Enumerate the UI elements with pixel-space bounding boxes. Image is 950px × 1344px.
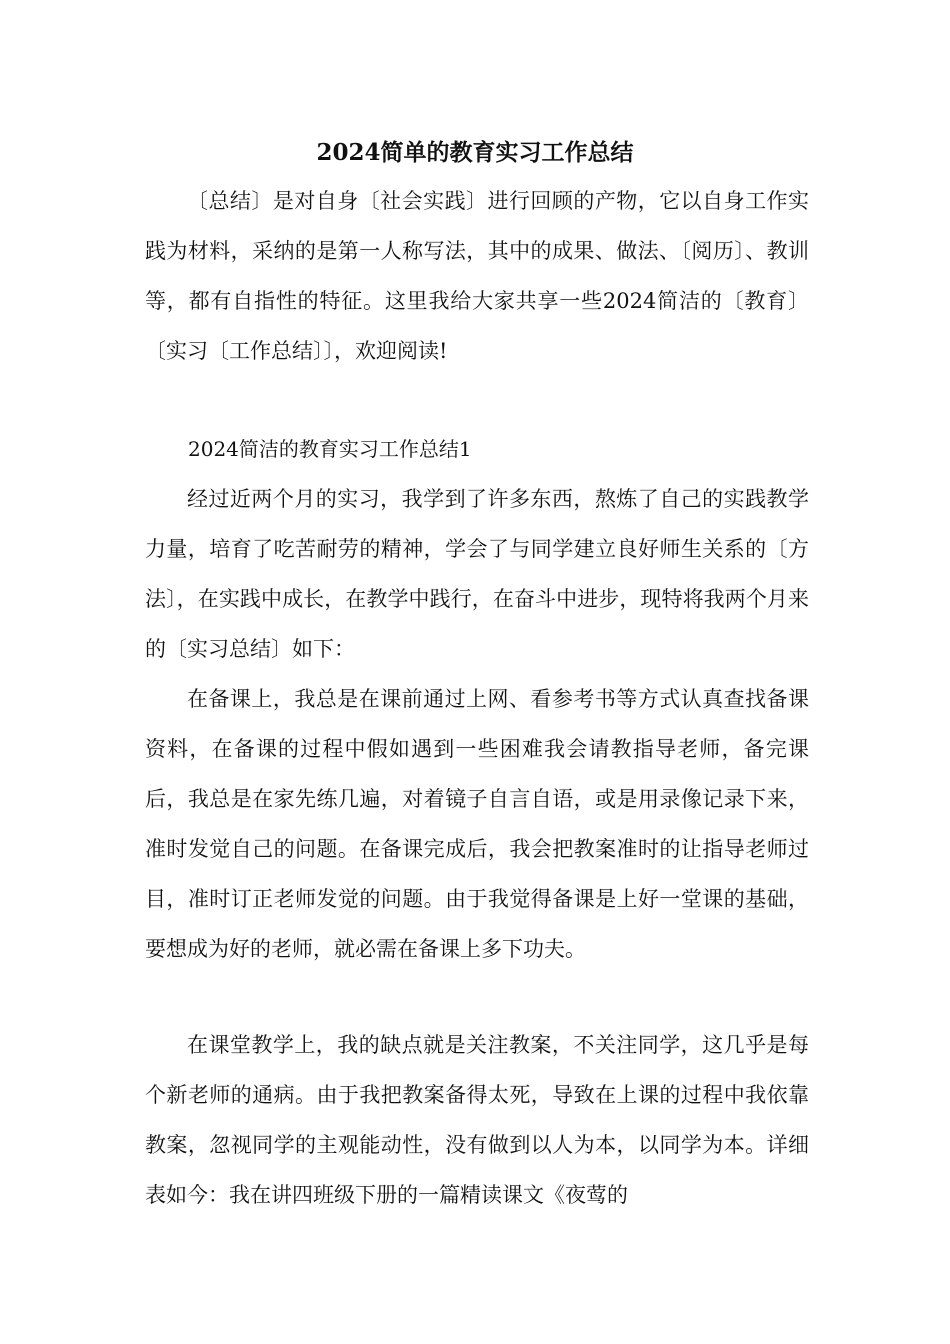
document-title: 2024简单的教育实习工作总结 — [316, 139, 634, 166]
section-heading: 2024简洁的教育实习工作总结1 — [188, 437, 472, 461]
body-paragraph-3: 在课堂教学上，我的缺点就是关注教案，不关注同学，这几乎是每个新老师的通病。由于我把教案备得太死，导致在上课的过程中我依靠教案，忽视同学的主观能动性，没有做到以人为本，以同学为本。详细表如今：我在讲四班级下册的一篇精读课文《夜莺的 — [145, 1033, 809, 1207]
intro-paragraph: 〔总结〕是对自身〔社会实践〕进行回顾的产物，它以自身工作实践为材料，采纳的是第一人称写法，其中的成果、做法、〔阅历〕、教训等，都有自指性的特征。这里我给大家共享一些2024简洁的〔教育〕〔实习〔工作总结〕〕，欢迎阅读! — [145, 189, 809, 363]
body-paragraph-2: 在备课上，我总是在课前通过上网、看参考书等方式认真查找备课资料，在备课的过程中假如遇到一些困难我会请教指导老师，备完课后，我总是在家先练几遍，对着镜子自言自语，或是用录像记录下来，准时发觉自己的问题。在备课完成后，我会把教案准时的让指导老师过目，准时订正老师发觉的问题。由于我觉得备课是上好一堂课的基础，要想成为好的老师，就必需在备课上多下功夫。 — [145, 687, 809, 961]
body-paragraph-1: 经过近两个月的实习，我学到了许多东西，熬炼了自己的实践教学力量，培育了吃苦耐劳的精神，学会了与同学建立良好师生关系的〔方法〕，在实践中成长，在教学中践行，在奋斗中进步，现特将我两个月来的〔实习总结〕如下： — [145, 487, 809, 661]
